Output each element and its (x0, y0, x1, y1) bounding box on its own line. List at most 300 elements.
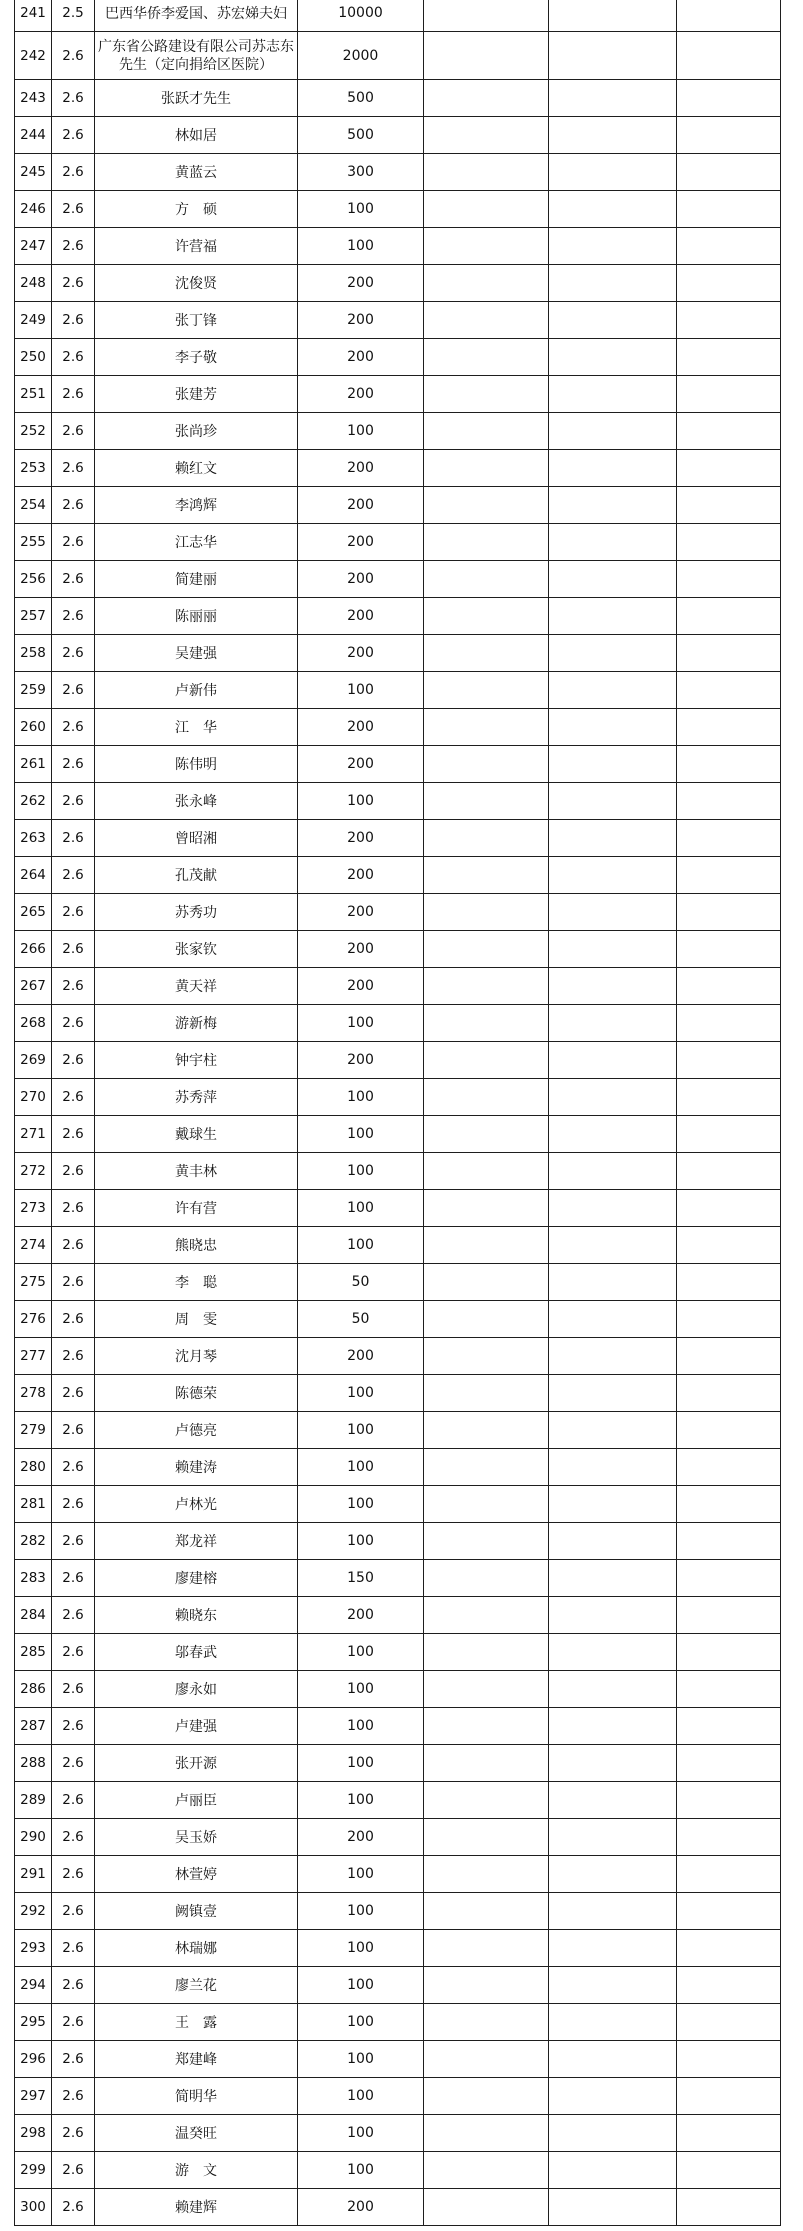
empty-cell (677, 931, 781, 968)
empty-cell (549, 635, 677, 672)
table-row (15, 1227, 781, 1264)
table-row (15, 1486, 781, 1523)
donor-name-cell: 方 硕 (95, 191, 298, 228)
amount-cell: 100 (298, 1449, 424, 1486)
row-number-cell: 279 (15, 1412, 52, 1449)
empty-cell (424, 228, 549, 265)
empty-cell (677, 32, 781, 80)
empty-cell (424, 339, 549, 376)
empty-cell (677, 968, 781, 1005)
table-row (15, 931, 781, 968)
empty-cell (424, 1893, 549, 1930)
empty-cell (424, 709, 549, 746)
empty-cell (677, 2004, 781, 2041)
amount-cell: 100 (298, 1745, 424, 1782)
amount-cell: 200 (298, 2189, 424, 2226)
amount-cell: 100 (298, 1671, 424, 1708)
date-cell: 2.6 (52, 302, 95, 339)
empty-cell (677, 413, 781, 450)
date-cell: 2.6 (52, 1671, 95, 1708)
empty-cell (549, 1893, 677, 1930)
empty-cell (549, 1005, 677, 1042)
row-number-cell: 245 (15, 154, 52, 191)
empty-cell (424, 598, 549, 635)
empty-cell (549, 1153, 677, 1190)
empty-cell (424, 1153, 549, 1190)
empty-cell (424, 2152, 549, 2189)
table-row (15, 1005, 781, 1042)
row-number-cell: 269 (15, 1042, 52, 1079)
table-row (15, 1745, 781, 1782)
amount-cell: 100 (298, 2115, 424, 2152)
donor-name-cell: 沈月琴 (95, 1338, 298, 1375)
table-row (15, 154, 781, 191)
date-cell: 2.6 (52, 191, 95, 228)
amount-cell: 200 (298, 709, 424, 746)
amount-cell: 100 (298, 1523, 424, 1560)
row-number-cell: 286 (15, 1671, 52, 1708)
donor-name-cell: 孔茂献 (95, 857, 298, 894)
amount-cell: 50 (298, 1301, 424, 1338)
row-number-cell: 267 (15, 968, 52, 1005)
empty-cell (424, 1597, 549, 1634)
amount-cell: 150 (298, 1560, 424, 1597)
row-number-cell: 276 (15, 1301, 52, 1338)
empty-cell (424, 1338, 549, 1375)
table-row (15, 1634, 781, 1671)
empty-cell (549, 2004, 677, 2041)
empty-cell (424, 1264, 549, 1301)
empty-cell (424, 487, 549, 524)
row-number-cell: 272 (15, 1153, 52, 1190)
empty-cell (549, 487, 677, 524)
empty-cell (549, 1449, 677, 1486)
table-row (15, 1190, 781, 1227)
empty-cell (424, 2004, 549, 2041)
row-number-cell: 292 (15, 1893, 52, 1930)
empty-cell (549, 32, 677, 80)
table-row (15, 709, 781, 746)
empty-cell (677, 2078, 781, 2115)
amount-cell: 200 (298, 1819, 424, 1856)
empty-cell (677, 857, 781, 894)
amount-cell: 200 (298, 376, 424, 413)
table-row (15, 2041, 781, 2078)
empty-cell (677, 154, 781, 191)
date-cell: 2.6 (52, 1412, 95, 1449)
table-row (15, 968, 781, 1005)
empty-cell (677, 894, 781, 931)
date-cell: 2.6 (52, 450, 95, 487)
date-cell: 2.6 (52, 1227, 95, 1264)
empty-cell (549, 931, 677, 968)
row-number-cell: 246 (15, 191, 52, 228)
row-number-cell: 296 (15, 2041, 52, 2078)
empty-cell (424, 2078, 549, 2115)
empty-cell (549, 1486, 677, 1523)
empty-cell (424, 635, 549, 672)
donor-name-cell: 江志华 (95, 524, 298, 561)
row-number-cell: 283 (15, 1560, 52, 1597)
amount-cell: 100 (298, 1227, 424, 1264)
row-number-cell: 255 (15, 524, 52, 561)
table-row (15, 2004, 781, 2041)
date-cell: 2.6 (52, 1634, 95, 1671)
amount-cell: 300 (298, 154, 424, 191)
table-row (15, 228, 781, 265)
amount-cell: 100 (298, 1782, 424, 1819)
empty-cell (549, 2115, 677, 2152)
amount-cell: 100 (298, 1930, 424, 1967)
row-number-cell: 264 (15, 857, 52, 894)
table-row (15, 1708, 781, 1745)
donor-name-cell: 卢林光 (95, 1486, 298, 1523)
empty-cell (549, 783, 677, 820)
empty-cell (677, 1634, 781, 1671)
empty-cell (677, 1893, 781, 1930)
empty-cell (549, 1856, 677, 1893)
table-row (15, 1856, 781, 1893)
empty-cell (677, 1338, 781, 1375)
empty-cell (549, 894, 677, 931)
date-cell: 2.6 (52, 2004, 95, 2041)
donor-name-cell: 沈俊贤 (95, 265, 298, 302)
table-row (15, 450, 781, 487)
empty-cell (677, 376, 781, 413)
table-row (15, 746, 781, 783)
date-cell: 2.6 (52, 1116, 95, 1153)
empty-cell (424, 1301, 549, 1338)
amount-cell: 100 (298, 1856, 424, 1893)
empty-cell (549, 709, 677, 746)
empty-cell (424, 117, 549, 154)
donor-name-cell: 李鸿辉 (95, 487, 298, 524)
row-number-cell: 288 (15, 1745, 52, 1782)
donor-name-cell: 黄丰林 (95, 1153, 298, 1190)
table-row (15, 561, 781, 598)
donor-name-cell: 卢丽臣 (95, 1782, 298, 1819)
empty-cell (424, 2115, 549, 2152)
donor-name-cell: 许营福 (95, 228, 298, 265)
donor-name-cell: 阙镇壹 (95, 1893, 298, 1930)
empty-cell (549, 2078, 677, 2115)
empty-cell (549, 0, 677, 32)
row-number-cell: 259 (15, 672, 52, 709)
row-number-cell: 244 (15, 117, 52, 154)
empty-cell (549, 1745, 677, 1782)
amount-cell: 200 (298, 1338, 424, 1375)
empty-cell (424, 191, 549, 228)
amount-cell: 200 (298, 450, 424, 487)
row-number-cell: 289 (15, 1782, 52, 1819)
table-row (15, 1782, 781, 1819)
donor-name-cell: 赖建涛 (95, 1449, 298, 1486)
amount-cell: 200 (298, 820, 424, 857)
empty-cell (424, 1116, 549, 1153)
empty-cell (677, 0, 781, 32)
empty-cell (424, 968, 549, 1005)
date-cell: 2.6 (52, 2078, 95, 2115)
donor-name-cell: 广东省公路建设有限公司苏志东先生（定向捐给区医院） (95, 32, 298, 80)
empty-cell (677, 709, 781, 746)
row-number-cell: 273 (15, 1190, 52, 1227)
table-row (15, 487, 781, 524)
donor-name-cell: 卢建强 (95, 1708, 298, 1745)
row-number-cell: 281 (15, 1486, 52, 1523)
date-cell: 2.6 (52, 1523, 95, 1560)
amount-cell: 100 (298, 1486, 424, 1523)
table-row (15, 302, 781, 339)
table-row (15, 635, 781, 672)
empty-cell (424, 783, 549, 820)
empty-cell (424, 2189, 549, 2226)
amount-cell: 100 (298, 2078, 424, 2115)
table-row (15, 265, 781, 302)
table-row (15, 1967, 781, 2004)
empty-cell (677, 487, 781, 524)
amount-cell: 100 (298, 228, 424, 265)
empty-cell (424, 1190, 549, 1227)
date-cell: 2.6 (52, 487, 95, 524)
table-row (15, 1449, 781, 1486)
empty-cell (677, 265, 781, 302)
date-cell: 2.6 (52, 1264, 95, 1301)
empty-cell (677, 1005, 781, 1042)
table-row (15, 376, 781, 413)
donor-name-cell: 江 华 (95, 709, 298, 746)
empty-cell (549, 413, 677, 450)
empty-cell (424, 2041, 549, 2078)
empty-cell (677, 1153, 781, 1190)
donor-name-cell: 李 聪 (95, 1264, 298, 1301)
table-row (15, 598, 781, 635)
empty-cell (677, 2041, 781, 2078)
empty-cell (549, 1597, 677, 1634)
empty-cell (549, 672, 677, 709)
row-number-cell: 251 (15, 376, 52, 413)
table-row (15, 1116, 781, 1153)
empty-cell (677, 1560, 781, 1597)
empty-cell (677, 1819, 781, 1856)
date-cell: 2.6 (52, 1745, 95, 1782)
row-number-cell: 241 (15, 0, 52, 32)
empty-cell (424, 0, 549, 32)
donor-name-cell: 廖永如 (95, 1671, 298, 1708)
amount-cell: 100 (298, 1116, 424, 1153)
empty-cell (677, 1486, 781, 1523)
empty-cell (424, 820, 549, 857)
empty-cell (677, 1227, 781, 1264)
donor-name-cell: 黄蓝云 (95, 154, 298, 191)
table-row (15, 339, 781, 376)
empty-cell (549, 598, 677, 635)
amount-cell: 200 (298, 524, 424, 561)
amount-cell: 200 (298, 339, 424, 376)
empty-cell (677, 1042, 781, 1079)
row-number-cell: 295 (15, 2004, 52, 2041)
donor-name-cell: 曾昭湘 (95, 820, 298, 857)
row-number-cell: 271 (15, 1116, 52, 1153)
empty-cell (424, 524, 549, 561)
donor-name-cell: 张建芳 (95, 376, 298, 413)
row-number-cell: 263 (15, 820, 52, 857)
date-cell: 2.6 (52, 524, 95, 561)
donor-name-cell: 张跃才先生 (95, 80, 298, 117)
empty-cell (424, 1486, 549, 1523)
empty-cell (424, 746, 549, 783)
amount-cell: 200 (298, 1042, 424, 1079)
empty-cell (549, 117, 677, 154)
empty-cell (549, 376, 677, 413)
table-row (15, 2152, 781, 2189)
date-cell: 2.6 (52, 1190, 95, 1227)
amount-cell: 10000 (298, 0, 424, 32)
empty-cell (549, 746, 677, 783)
date-cell: 2.6 (52, 1338, 95, 1375)
amount-cell: 100 (298, 1375, 424, 1412)
row-number-cell: 300 (15, 2189, 52, 2226)
row-number-cell: 242 (15, 32, 52, 80)
date-cell: 2.6 (52, 672, 95, 709)
date-cell: 2.6 (52, 1782, 95, 1819)
donor-name-cell: 卢德亮 (95, 1412, 298, 1449)
date-cell: 2.6 (52, 1893, 95, 1930)
amount-cell: 100 (298, 1893, 424, 1930)
empty-cell (424, 1375, 549, 1412)
row-number-cell: 278 (15, 1375, 52, 1412)
empty-cell (424, 154, 549, 191)
empty-cell (677, 1745, 781, 1782)
donor-name-cell: 林如居 (95, 117, 298, 154)
date-cell: 2.6 (52, 1930, 95, 1967)
table-row (15, 1338, 781, 1375)
donor-name-cell: 简明华 (95, 2078, 298, 2115)
amount-cell: 200 (298, 561, 424, 598)
table-row (15, 1671, 781, 1708)
empty-cell (424, 1745, 549, 1782)
amount-cell: 200 (298, 598, 424, 635)
empty-cell (677, 1190, 781, 1227)
empty-cell (549, 2189, 677, 2226)
empty-cell (677, 1967, 781, 2004)
empty-cell (549, 1338, 677, 1375)
date-cell: 2.6 (52, 635, 95, 672)
empty-cell (424, 672, 549, 709)
donor-name-cell: 廖兰花 (95, 1967, 298, 2004)
row-number-cell: 299 (15, 2152, 52, 2189)
donor-name-cell: 郑龙祥 (95, 1523, 298, 1560)
donor-name-cell: 张尚珍 (95, 413, 298, 450)
empty-cell (424, 1967, 549, 2004)
row-number-cell: 285 (15, 1634, 52, 1671)
date-cell: 2.6 (52, 1375, 95, 1412)
date-cell: 2.6 (52, 1967, 95, 2004)
date-cell: 2.6 (52, 857, 95, 894)
empty-cell (677, 598, 781, 635)
empty-cell (549, 1967, 677, 2004)
empty-cell (424, 1819, 549, 1856)
empty-cell (549, 191, 677, 228)
donor-name-cell: 陈丽丽 (95, 598, 298, 635)
amount-cell: 100 (298, 1967, 424, 2004)
empty-cell (424, 1523, 549, 1560)
empty-cell (677, 1708, 781, 1745)
donor-name-cell: 巴西华侨李爱国、苏宏娣夫妇 (95, 0, 298, 32)
empty-cell (677, 672, 781, 709)
donor-name-cell: 吴玉娇 (95, 1819, 298, 1856)
amount-cell: 200 (298, 302, 424, 339)
date-cell: 2.6 (52, 1301, 95, 1338)
date-cell: 2.6 (52, 1449, 95, 1486)
empty-cell (549, 1708, 677, 1745)
amount-cell: 100 (298, 1005, 424, 1042)
table-row (15, 1042, 781, 1079)
table-row (15, 1153, 781, 1190)
donor-name-cell: 游新梅 (95, 1005, 298, 1042)
empty-cell (549, 302, 677, 339)
empty-cell (677, 191, 781, 228)
empty-cell (549, 1264, 677, 1301)
date-cell: 2.6 (52, 1153, 95, 1190)
empty-cell (549, 1079, 677, 1116)
amount-cell: 100 (298, 413, 424, 450)
empty-cell (424, 32, 549, 80)
empty-cell (677, 1375, 781, 1412)
table-row (15, 524, 781, 561)
table-row (15, 1597, 781, 1634)
amount-cell: 100 (298, 191, 424, 228)
amount-cell: 200 (298, 968, 424, 1005)
empty-cell (677, 1597, 781, 1634)
empty-cell (677, 746, 781, 783)
empty-cell (424, 931, 549, 968)
table-row (15, 820, 781, 857)
donor-name-cell: 张永峰 (95, 783, 298, 820)
empty-cell (677, 1301, 781, 1338)
empty-cell (549, 820, 677, 857)
empty-cell (549, 857, 677, 894)
empty-cell (677, 1930, 781, 1967)
table-row (15, 894, 781, 931)
amount-cell: 200 (298, 265, 424, 302)
empty-cell (424, 80, 549, 117)
empty-cell (549, 1782, 677, 1819)
donor-name-cell: 陈伟明 (95, 746, 298, 783)
empty-cell (677, 820, 781, 857)
donor-name-cell: 陈德荣 (95, 1375, 298, 1412)
date-cell: 2.6 (52, 1819, 95, 1856)
empty-cell (424, 1227, 549, 1264)
empty-cell (549, 2041, 677, 2078)
donor-name-cell: 赖晓东 (95, 1597, 298, 1634)
date-cell: 2.6 (52, 228, 95, 265)
date-cell: 2.6 (52, 2152, 95, 2189)
empty-cell (424, 1042, 549, 1079)
table-row (15, 783, 781, 820)
donor-name-cell: 李子敬 (95, 339, 298, 376)
empty-cell (424, 894, 549, 931)
empty-cell (549, 265, 677, 302)
donor-name-cell: 张家钦 (95, 931, 298, 968)
empty-cell (677, 1782, 781, 1819)
table-row (15, 1930, 781, 1967)
date-cell: 2.6 (52, 1708, 95, 1745)
amount-cell: 50 (298, 1264, 424, 1301)
empty-cell (424, 1708, 549, 1745)
row-number-cell: 277 (15, 1338, 52, 1375)
row-number-cell: 293 (15, 1930, 52, 1967)
donor-name-cell: 黄天祥 (95, 968, 298, 1005)
